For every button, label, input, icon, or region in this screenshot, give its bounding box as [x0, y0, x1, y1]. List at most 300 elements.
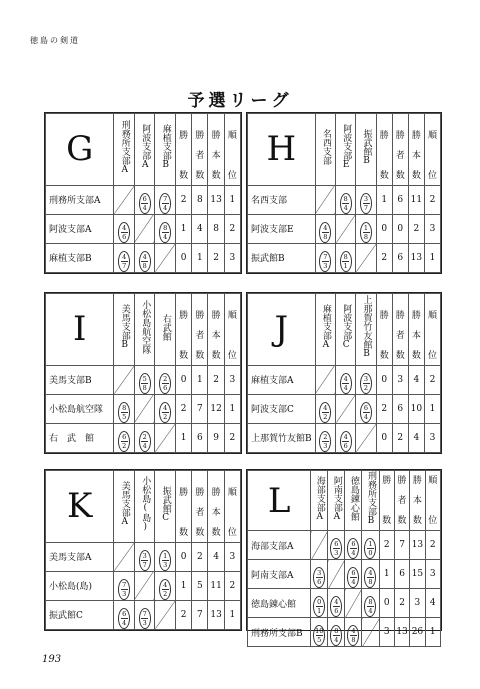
opponent-header [134, 471, 155, 543]
score-top: 4 [122, 223, 127, 232]
score-top: 6 [363, 403, 369, 412]
score-bottom: 4 [163, 203, 168, 212]
team-name: 小松島航空隊 [46, 394, 114, 423]
match-result [356, 394, 376, 423]
stat-header [408, 294, 424, 366]
stat-header-char: 勝 [211, 310, 221, 321]
header-row [248, 471, 441, 531]
stat-header-char: 者 [195, 330, 205, 341]
match-result [134, 423, 155, 452]
match-result [345, 531, 362, 560]
score-top: 10 [315, 627, 324, 635]
score-top: 4 [323, 223, 328, 232]
stat-value: 1 [224, 394, 240, 423]
self-cell [114, 542, 135, 571]
score-bottom: 8 [363, 232, 369, 241]
stat-value: 10 [408, 394, 424, 423]
opponent-name: 小松島(島) [140, 476, 151, 533]
stat-value: 7 [394, 531, 409, 560]
stat-header-char: 順 [427, 310, 437, 321]
opponent-name: 海部支部A [314, 475, 325, 522]
team-row [46, 394, 241, 423]
stat-header [424, 114, 440, 186]
page-number: 193 [42, 654, 62, 665]
stat-header-char: 位 [227, 527, 237, 538]
stat-header-char: 数 [397, 516, 407, 526]
score-circle [347, 567, 359, 588]
stat-header-char: 順 [227, 487, 237, 498]
match-result [114, 423, 135, 452]
stat-value: 6 [192, 423, 208, 452]
stat-value: 15 [410, 560, 425, 589]
match-result [311, 589, 328, 618]
score-bottom: 8 [142, 261, 147, 270]
match-result [155, 542, 176, 571]
stat-value: 3 [425, 560, 440, 589]
stat-value: 7 [192, 600, 208, 629]
score-circle [360, 193, 372, 214]
match-result [356, 185, 376, 214]
score-circle [118, 402, 130, 423]
stat-value: 3 [424, 423, 440, 452]
team-name: 麻植支部B [46, 243, 114, 272]
team-row [46, 423, 241, 452]
stat-header-char: 本 [412, 496, 422, 506]
stat-header-char: 勝 [395, 130, 405, 141]
team-name: 振武館C [46, 600, 114, 629]
opponent-header [155, 471, 176, 543]
stat-header [425, 471, 440, 531]
score-bottom: 4 [343, 203, 348, 212]
opponent-name: 振武館B [361, 128, 372, 166]
match-result [362, 560, 379, 589]
team-name: 麻植支部A [248, 365, 316, 394]
opponent-header [362, 471, 379, 531]
stat-value: 1 [424, 243, 440, 272]
group-letter: G [46, 114, 114, 186]
team-row [46, 243, 241, 272]
stat-header [208, 114, 224, 186]
match-result [362, 589, 379, 618]
opponent-name: 上那賀竹友館B [361, 295, 372, 360]
stat-header-char: 本 [211, 330, 221, 341]
self-cell [134, 394, 155, 423]
group-j [246, 292, 442, 454]
stat-header-char: 者 [395, 330, 405, 341]
score-bottom: 1 [317, 607, 322, 615]
score-top: 4 [323, 403, 328, 412]
stat-header-char: 数 [211, 170, 221, 181]
group-h [246, 112, 442, 274]
stat-value: 1 [376, 185, 392, 214]
score-top: 1 [368, 540, 373, 548]
stat-value: 11 [408, 185, 424, 214]
score-bottom: 4 [368, 607, 373, 615]
score-bottom: 0 [368, 549, 373, 557]
opponent-name: 阿波支部E [341, 124, 352, 171]
score-bottom: 3 [122, 589, 127, 598]
stat-header-char: 勝 [195, 310, 205, 321]
opponent-name: 麻植支部B [160, 124, 171, 171]
self-cell [155, 243, 176, 272]
stat-value: 13 [208, 185, 224, 214]
self-cell [155, 600, 176, 629]
score-circle [319, 431, 331, 452]
match-result [336, 185, 356, 214]
score-bottom: 2 [363, 383, 369, 392]
team-row [248, 394, 441, 423]
group-g [44, 112, 242, 274]
score-top: 1 [163, 551, 168, 560]
group-k [44, 469, 242, 631]
team-row [248, 423, 441, 452]
stat-header-char: 数 [179, 527, 189, 538]
stat-value: 12 [208, 394, 224, 423]
team-row [46, 365, 241, 394]
stat-value: 1 [224, 600, 240, 629]
match-result [155, 185, 176, 214]
running-header: 徳島の剣道 [30, 36, 80, 45]
score-circle [159, 222, 171, 243]
team-name: 右 武 館 [46, 423, 114, 452]
score-top: 6 [334, 540, 339, 548]
stat-header-char: 勝 [411, 310, 421, 321]
score-circle [159, 550, 171, 571]
self-cell [356, 423, 376, 452]
score-top: 6 [122, 609, 127, 618]
score-bottom: 3 [334, 549, 339, 557]
match-result [328, 589, 345, 618]
team-row [248, 365, 441, 394]
team-name: 阿波支部A [46, 214, 114, 243]
stat-value: 13 [408, 243, 424, 272]
score-top: 7 [323, 252, 328, 261]
stat-header-char: 位 [427, 350, 437, 361]
self-cell [345, 589, 362, 618]
stat-header-char: 数 [411, 350, 421, 361]
score-top: 4 [351, 627, 356, 635]
score-top: 6 [351, 569, 356, 577]
score-top: 4 [334, 598, 339, 606]
score-bottom: 8 [323, 232, 328, 241]
match-result [315, 423, 335, 452]
stat-header-char: 数 [412, 516, 422, 526]
stat-value: 1 [175, 571, 191, 600]
stat-header [410, 471, 425, 531]
stat-header-char: 数 [179, 350, 189, 361]
self-cell [328, 560, 345, 589]
stat-header-char: 勝 [195, 130, 205, 141]
stat-header-char: 数 [179, 170, 189, 181]
match-result [134, 243, 155, 272]
stat-header [175, 471, 191, 543]
stat-value: 2 [208, 243, 224, 272]
score-top: 8 [343, 252, 348, 261]
score-circle [364, 596, 376, 617]
opponent-header [134, 294, 155, 366]
score-circle [118, 251, 130, 272]
stat-header [192, 471, 208, 543]
stat-value: 0 [392, 214, 408, 243]
stat-value: 0 [376, 214, 392, 243]
stat-value: 2 [224, 423, 240, 452]
score-circle [340, 193, 352, 214]
score-bottom: 3 [323, 441, 328, 450]
stat-value: 0 [376, 365, 392, 394]
score-bottom: 7 [142, 560, 147, 569]
match-result [114, 600, 135, 629]
stat-value: 9 [208, 423, 224, 452]
stat-header-char: 数 [411, 170, 421, 181]
self-cell [336, 214, 356, 243]
score-circle [364, 538, 376, 559]
league-table [45, 113, 241, 273]
stat-header-char: 数 [382, 516, 392, 526]
team-name: 上那賀竹友館B [248, 423, 316, 452]
score-top: 8 [334, 627, 339, 635]
self-cell [311, 531, 328, 560]
opponent-header [356, 114, 376, 186]
stat-value: 3 [224, 365, 240, 394]
team-row [248, 531, 441, 560]
score-top: 3 [363, 374, 369, 383]
opponent-header [311, 471, 328, 531]
match-result [114, 571, 135, 600]
group-letter: L [248, 471, 311, 531]
match-result [155, 365, 176, 394]
stat-value: 1 [224, 185, 240, 214]
group-letter: H [248, 114, 316, 186]
opponent-name: 右武館 [160, 313, 171, 341]
score-bottom: 4 [163, 232, 168, 241]
team-row [248, 618, 441, 647]
match-result [356, 365, 376, 394]
opponent-name: 徳島錬心館 [348, 476, 359, 521]
opponent-header [155, 114, 176, 186]
stat-header-char: 勝 [179, 130, 189, 141]
header-row [46, 294, 241, 366]
score-circle [319, 402, 331, 423]
score-top: 8 [368, 598, 373, 606]
stat-value: 0 [175, 365, 191, 394]
team-row [46, 571, 241, 600]
stat-header [208, 294, 224, 366]
team-row [248, 560, 441, 589]
score-circle [139, 550, 151, 571]
stat-header-char: 勝 [179, 310, 189, 321]
match-result [345, 560, 362, 589]
stat-value: 8 [192, 185, 208, 214]
team-name: 小松島(島) [46, 571, 114, 600]
team-name: 美馬支部A [46, 542, 114, 571]
score-top: 4 [368, 569, 373, 577]
score-circle [319, 222, 331, 243]
score-bottom: 6 [163, 383, 168, 392]
self-cell [315, 185, 335, 214]
score-top: 4 [343, 374, 348, 383]
score-circle [330, 625, 342, 646]
score-bottom: 5 [122, 412, 127, 421]
self-cell [315, 365, 335, 394]
stat-header-char: 本 [411, 330, 421, 341]
opponent-name: 名西支部 [320, 129, 331, 166]
stat-header-char: 者 [395, 150, 405, 161]
score-circle [118, 579, 130, 600]
stat-value: 1 [424, 394, 440, 423]
group-i [44, 292, 242, 454]
group-l [246, 469, 442, 644]
stat-header-char: 勝 [382, 476, 392, 486]
opponent-header [134, 114, 155, 186]
score-circle [159, 193, 171, 214]
stat-value: 2 [175, 185, 191, 214]
match-result [311, 618, 328, 647]
stat-value: 3 [224, 542, 240, 571]
match-result [114, 243, 135, 272]
score-bottom: 4 [343, 383, 348, 392]
opponent-name: 刑務所支部B [365, 471, 376, 526]
match-result [134, 542, 155, 571]
team-name: 阿波支部E [248, 214, 316, 243]
opponent-name: 美馬支部A [119, 481, 130, 528]
stat-value: 6 [394, 560, 409, 589]
score-circle [139, 193, 151, 214]
stat-header-char: 者 [397, 496, 407, 506]
stat-value: 11 [208, 571, 224, 600]
score-bottom: 1 [343, 261, 348, 270]
stat-header-char: 勝 [379, 310, 389, 321]
stat-value: 2 [425, 531, 440, 560]
match-result [356, 214, 376, 243]
score-bottom: 4 [122, 618, 127, 627]
stat-value: 1 [192, 243, 208, 272]
score-top: 6 [122, 432, 127, 441]
stat-header [175, 114, 191, 186]
stat-header-char: 者 [195, 150, 205, 161]
stat-value: 3 [410, 589, 425, 618]
stat-value: 2 [208, 365, 224, 394]
opponent-header [328, 471, 345, 531]
page-title: 予選リーグ [187, 91, 293, 111]
stat-header-char: 者 [195, 507, 205, 518]
stat-header [192, 114, 208, 186]
score-bottom: 4 [142, 441, 147, 450]
stat-value: 0 [376, 423, 392, 452]
stat-header-char: 数 [195, 527, 205, 538]
stat-header-char: 順 [428, 476, 438, 486]
score-circle [340, 373, 352, 394]
score-bottom: 6 [334, 607, 339, 615]
match-result [336, 423, 356, 452]
score-circle [347, 538, 359, 559]
score-bottom: 3 [163, 560, 168, 569]
stat-header [224, 294, 240, 366]
stat-value: 0 [175, 542, 191, 571]
stat-value: 4 [425, 589, 440, 618]
score-circle [118, 222, 130, 243]
stat-header [424, 294, 440, 366]
match-result [362, 531, 379, 560]
score-top: 4 [163, 580, 168, 589]
stat-value: 2 [175, 600, 191, 629]
group-letter: K [46, 471, 114, 543]
stat-value: 4 [192, 214, 208, 243]
self-cell [362, 618, 379, 647]
score-top: 4 [343, 432, 348, 441]
score-circle [139, 251, 151, 272]
stat-value: 3 [224, 243, 240, 272]
stat-value: 5 [192, 571, 208, 600]
score-top: 3 [363, 194, 369, 203]
stat-value: 2 [175, 394, 191, 423]
score-circle [118, 431, 130, 452]
stat-value: 4 [408, 365, 424, 394]
score-circle [340, 431, 352, 452]
stat-header-char: 勝 [412, 476, 422, 486]
stat-header-char: 数 [379, 170, 389, 181]
stat-value: 0 [379, 589, 394, 618]
stat-header [208, 471, 224, 543]
league-table [45, 470, 241, 630]
score-top: 4 [163, 403, 168, 412]
opponent-name: 美馬支部B [119, 304, 130, 351]
stat-header [224, 114, 240, 186]
score-bottom: 2 [323, 412, 328, 421]
opponent-header [114, 114, 135, 186]
team-name: 美馬支部B [46, 365, 114, 394]
stat-value: 2 [192, 542, 208, 571]
score-bottom: 7 [363, 203, 369, 212]
team-row [248, 243, 441, 272]
stat-header-char: 位 [427, 170, 437, 181]
score-top: 8 [163, 223, 168, 232]
stat-header-char: 数 [395, 170, 405, 181]
stat-value: 6 [392, 243, 408, 272]
score-bottom: 4 [351, 578, 356, 586]
stat-header-char: 勝 [179, 487, 189, 498]
opponent-name: 阿南支部A [331, 475, 342, 522]
score-top: 7 [142, 609, 147, 618]
score-bottom: 2 [163, 589, 168, 598]
score-circle [364, 567, 376, 588]
self-cell [114, 185, 135, 214]
stat-value: 0 [175, 243, 191, 272]
opponent-name: 阿波支部A [140, 124, 151, 171]
match-result [315, 214, 335, 243]
score-bottom: 4 [142, 203, 147, 212]
stat-value: 6 [392, 394, 408, 423]
score-bottom: 8 [142, 383, 147, 392]
stat-header-char: 勝 [211, 487, 221, 498]
score-circle [340, 251, 352, 272]
team-name: 刑務所支部A [46, 185, 114, 214]
score-circle [313, 596, 325, 617]
opponent-header [114, 294, 135, 366]
stat-header [379, 471, 394, 531]
score-top: 6 [142, 194, 147, 203]
stat-header [192, 294, 208, 366]
match-result [134, 365, 155, 394]
opponent-header [356, 294, 376, 366]
opponent-name: 振武館C [160, 485, 171, 523]
match-result [155, 214, 176, 243]
score-circle [313, 625, 325, 646]
stat-value: 3 [424, 214, 440, 243]
self-cell [134, 571, 155, 600]
team-row [248, 185, 441, 214]
stat-value: 13 [410, 531, 425, 560]
opponent-header [114, 471, 135, 543]
